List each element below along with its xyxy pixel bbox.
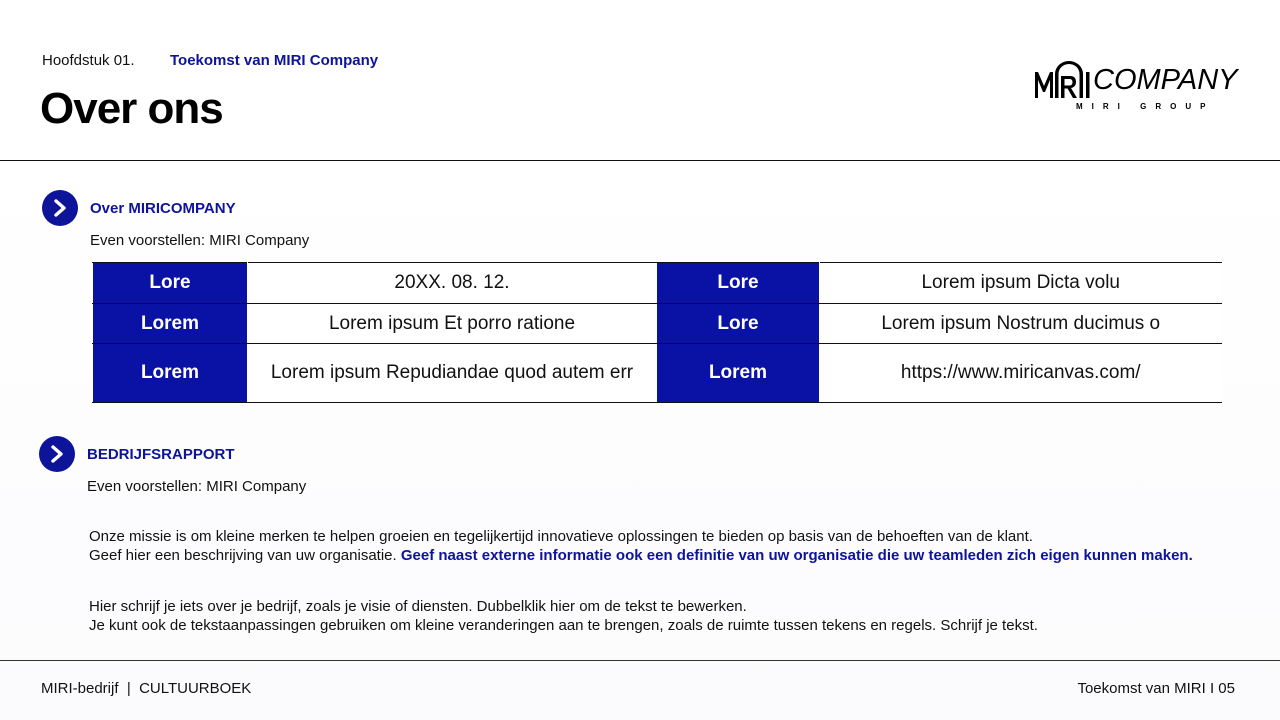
miri-company-logo [1034, 60, 1238, 116]
mission-line-2 [89, 546, 1239, 565]
table-key-cell: Lorem [657, 344, 820, 403]
table-row [93, 304, 1222, 344]
table-value-cell: https://www.miricanvas.com/ [820, 344, 1222, 403]
logo-group-text: MIRI GROUP [1076, 102, 1215, 111]
description-paragraph [89, 597, 1239, 635]
table-key-cell: Lore [657, 263, 820, 304]
section-title-report: BEDRIJFSRAPPORT [87, 446, 235, 463]
table-key-cell: Lorem [93, 344, 248, 403]
logo-company-text: COMPANY [1093, 64, 1238, 96]
description-line-1: Hier schrijf je iets over je bedrijf, zoals je visie of diensten. Dubbelklik hier om de tekst te bewerken. [89, 598, 747, 615]
company-info-table [92, 262, 1222, 403]
mission-line-2-emphasis: Geef naast externe informatie ook een definitie van uw organisatie die uw teamleden zich eigen kunnen maken. [400, 547, 1193, 564]
footer-left-text: MIRI-bedrijf | CULTUURBOEK [41, 680, 252, 697]
table-value-cell: Lorem ipsum Dicta volu [820, 263, 1222, 304]
chevron-right-icon [39, 436, 75, 472]
logo-wordmark [1034, 60, 1237, 100]
table-row [93, 263, 1222, 304]
table-row [93, 344, 1222, 403]
section-subtitle-report: Even voorstellen: MIRI Company [87, 478, 307, 495]
section-subtitle-about: Even voorstellen: MIRI Company [90, 232, 310, 249]
chapter-label: Hoofdstuk 01. [42, 52, 135, 69]
chapter-subtitle: Toekomst van MIRI Company [170, 52, 379, 69]
table-key-cell: Lorem [93, 304, 248, 344]
table-key-cell: Lore [93, 263, 248, 304]
header-divider [0, 160, 1280, 161]
miri-logo-mark [1034, 60, 1092, 100]
mission-paragraph [89, 527, 1239, 565]
footer-divider [0, 660, 1280, 661]
section-title-about: Over MIRICOMPANY [90, 200, 236, 217]
mission-line-1: Onze missie is om kleine merken te helpen groeien en tegelijkertijd innovatieve oplossingen te bieden op basis van de behoeften van de klant. [89, 528, 1033, 545]
chevron-right-icon [42, 190, 78, 226]
mission-line-2-plain: Geef hier een beschrijving van uw organisatie. [89, 547, 397, 564]
table-value-cell: Lorem ipsum Nostrum ducimus o [820, 304, 1222, 344]
description-line-2: Je kunt ook de tekstaanpassingen gebruiken om kleine veranderingen aan te brengen, zoals de ruimte tussen tekens en regels. Schrijf je tekst. [89, 617, 1038, 634]
table-value-cell: Lorem ipsum Repudiandae quod autem err [248, 344, 657, 403]
table-key-cell: Lore [657, 304, 820, 344]
footer-page-indicator: Toekomst van MIRI I 05 [1077, 680, 1235, 697]
page-title: Over ons [40, 84, 223, 133]
table-value-cell: 20XX. 08. 12. [248, 263, 657, 304]
table-value-cell: Lorem ipsum Et porro ratione [248, 304, 657, 344]
